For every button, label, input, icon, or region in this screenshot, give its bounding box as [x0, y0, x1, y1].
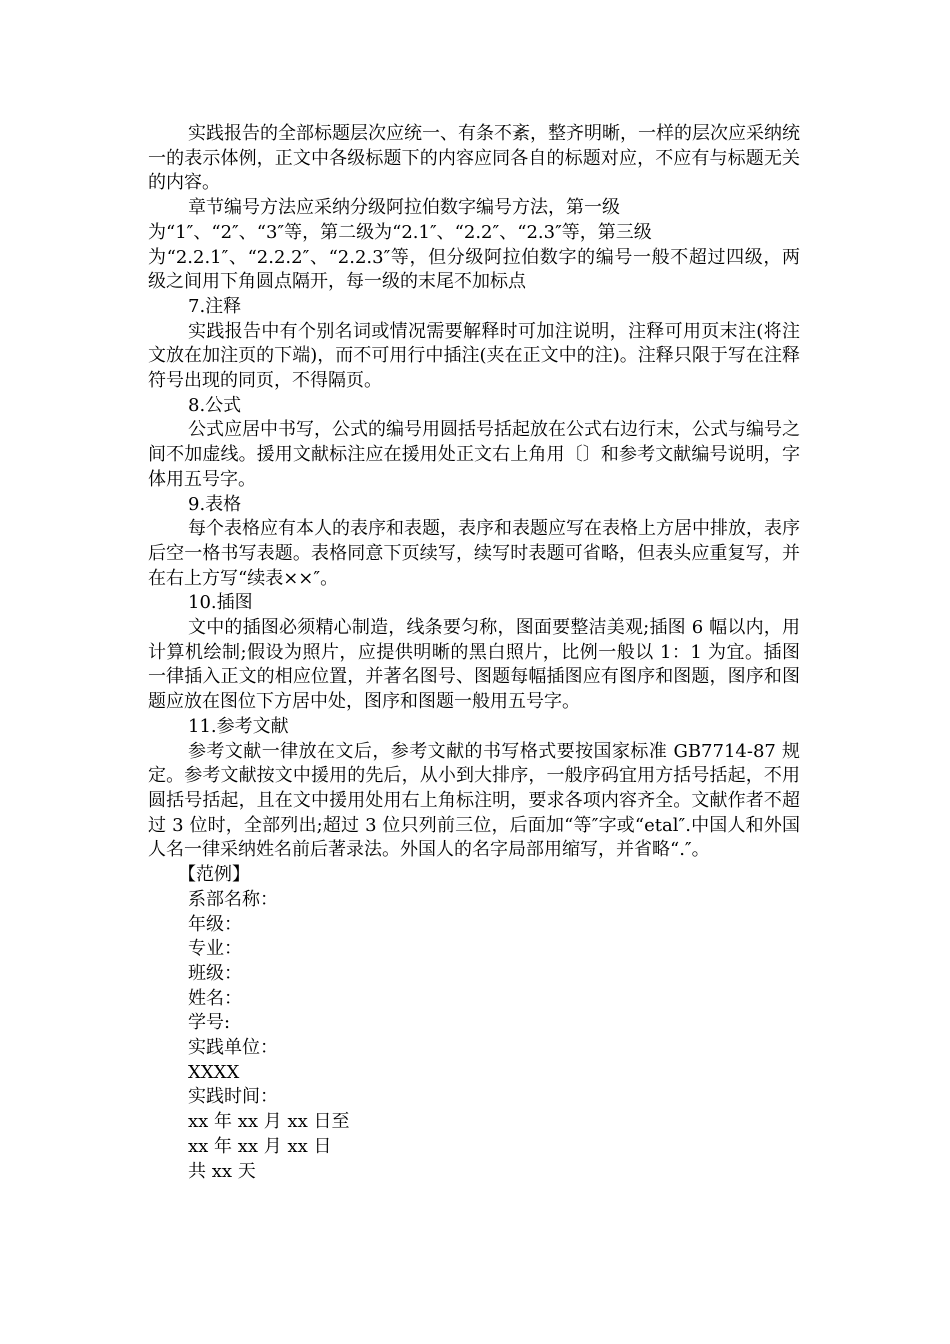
- example-date-from: xx 年 xx 月 xx 日至: [188, 1111, 350, 1133]
- paragraph-numbering-line-3: 为“2.2.1″、“2.2.2″、“2.2.3″等，但分级阿拉伯数字的编号一般不超过四级，两级之间用下角圆点隔开，每一级的末尾不加标点: [148, 246, 800, 293]
- example-student-id-label: 学号:: [188, 1012, 231, 1034]
- section-heading-formula: 8.公式: [188, 394, 242, 416]
- example-title: 【范例】: [178, 864, 250, 886]
- paragraph-formula: 公式应居中书写，公式的编号用圆括号括起放在公式右边行末，公式与编号之间不加虚线。援用文献标注应在援用处正文右上角用〔〕和参考文献编号说明，字体用五号字。: [148, 419, 800, 490]
- example-grade-label: 年级：: [188, 913, 242, 935]
- section-heading-references: 11.参考文献: [188, 715, 289, 737]
- paragraph-numbering-line-2: 为“1″、“2″、“3″等，第二级为“2.1″、“2.2″、“2.3″等，第三级: [148, 221, 652, 243]
- example-major-label: 专业：: [188, 938, 242, 960]
- document-body: [148, 122, 800, 1184]
- section-heading-tables: 9.表格: [188, 493, 242, 515]
- example-days: 共 xx 天: [188, 1160, 256, 1182]
- section-heading-figures: 10.插图: [188, 592, 253, 614]
- example-name-label: 姓名：: [188, 987, 242, 1009]
- example-class-label: 班级：: [188, 962, 242, 984]
- paragraph-notes: 实践报告中有个别名词或情况需要解释时可加注说明，注释可用页末注(将注文放在加注页的下端)，而不可用行中插注(夹在正文中的注)。注释只限于写在注释符号出现的同页，不得隔页。: [148, 320, 800, 392]
- example-unit-value: XXXX: [188, 1061, 240, 1083]
- paragraph-numbering-line-1: 章节编号方法应采纳分级阿拉伯数字编号方法，第一级: [188, 197, 620, 219]
- example-unit-label: 实践单位：: [188, 1037, 278, 1059]
- paragraph-references: 参考文献一律放在文后，参考文献的书写格式要按国家标准 GB7714-87 规定。参考文献按文中援用的先后，从小到大排序，一般序码宜用方括号括起，不用圆括号括起，且在文中援用处用右上角标注明，要求各项内容齐全。文献作者不超过 3 位时，全部列出;超过 3 位只列前三位，后面加“等″字或“etal″.中国人和外国人名一律采纳姓名前后著录法。外国人的名字局部用缩写，并省略“.″。: [148, 740, 800, 861]
- example-date-to: xx 年 xx 月 xx 日: [188, 1135, 332, 1157]
- example-time-label: 实践时间：: [188, 1086, 278, 1108]
- paragraph-figures: 文中的插图必须精心制造，线条要匀称，图面要整洁美观;插图 6 幅以内，用计算机绘制;假设为照片，应提供明晰的黑白照片，比例一般以 1：1 为宜。插图一律插入正文的相应位置，并著名图号、图题每幅插图应有图序和图题，图序和图题应放在图位下方居中处，图序和图题一般用五号字。: [148, 617, 800, 713]
- section-heading-notes: 7.注释: [188, 295, 242, 317]
- paragraph-tables: 每个表格应有本人的表序和表题，表序和表题应写在表格上方居中排放，表序后空一格书写表题。表格同意下页续写，续写时表题可省略，但表头应重复写，并在右上方写“续表××″。: [148, 518, 800, 589]
- paragraph-heading-rules: 实践报告的全部标题层次应统一、有条不紊，整齐明晰，一样的层次应采纳统一的表示体例，正文中各级标题下的内容应同各自的标题对应，不应有与标题无关的内容。: [148, 123, 800, 194]
- example-dept-label: 系部名称：: [188, 888, 278, 910]
